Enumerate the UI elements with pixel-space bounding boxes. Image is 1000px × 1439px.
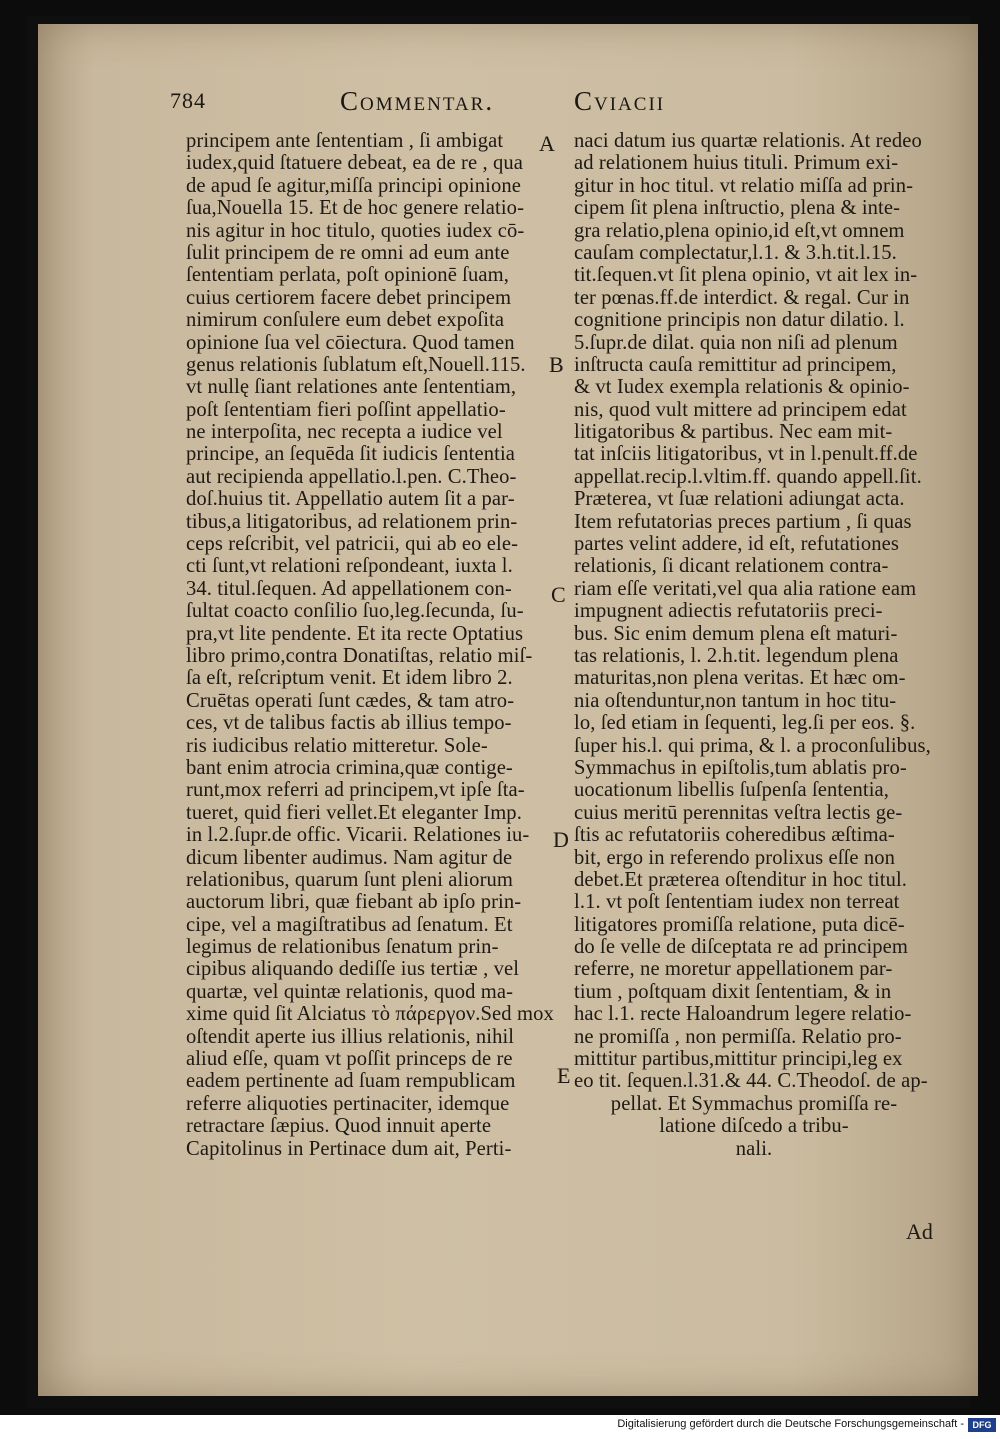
right-column-line: Præterea, vt ſuæ relationi adiungat acta.	[574, 488, 905, 511]
funding-notice: Digitalisierung gefördert durch die Deutsche Forschungsgemeinschaft -	[617, 1418, 964, 1430]
right-column-line: nali.	[735, 1137, 773, 1160]
page-number: 784	[170, 88, 206, 113]
left-column-line: vt nullę ſiant relationes ante ſententiam,	[186, 376, 517, 399]
right-column-line: ſtis ac refutatoriis coheredibus æſtima-	[574, 824, 895, 847]
right-column-line: impugnent adiectis refutatoriis preci-	[574, 600, 883, 623]
right-column-line: gra relatio,plena opinio,id eſt,vt omnem	[574, 219, 905, 242]
left-column-line: cipe, vel a magiſtratibus ad ſenatum. Et	[186, 913, 513, 936]
left-column-line: Capitolinus in Pertinace dum ait, Perti-	[186, 1137, 512, 1160]
right-column-line: Item refutatorias preces partium , ſi quas	[574, 510, 912, 533]
right-column-line: uocationum libellis ſuſpenſa ſententia,	[574, 779, 890, 802]
left-column-line: cti ſunt,vt relationi reſpondeant, iuxta l.	[186, 555, 513, 578]
left-column-line: ſententiam perlata, poſt opinionē ſuam,	[186, 264, 510, 287]
left-column-line: bant enim atrocia crimina,quæ contige-	[186, 756, 513, 779]
left-column-line: dicum libenter audimus. Nam agitur de	[186, 846, 513, 869]
running-title-left: Commentar.	[340, 86, 495, 116]
right-column-line: lo, ſed etiam in ſequenti, leg.ſi per eos. §.	[574, 712, 916, 735]
left-column-line: nis agitur in hoc titulo, quoties iudex cō-	[186, 219, 525, 242]
right-column-line: ſuper his.l. qui prima, & l. a proconſulibus,	[574, 734, 931, 757]
left-column-line: 34. titul.ſequen. Ad appellationem con-	[186, 577, 512, 600]
right-column-line: mittitur partibus,mittitur principi,leg ex	[574, 1048, 903, 1071]
right-column-line: bus. Sic enim demum plena eſt maturi-	[574, 622, 898, 645]
right-column-line: partes velint addere, id eſt, refutationes	[574, 533, 899, 556]
left-column-line: ſultat coacto conſilio ſuo,leg.ſecunda, ſu-	[186, 600, 524, 623]
right-column-line: gitur in hoc titul. vt relatio miſſa ad prin-	[574, 174, 914, 197]
left-column-line: libro primo,contra Donatiſtas, relatio miſ-	[186, 644, 533, 667]
right-column-line: ter pœnas.ff.de interdict. & regal. Cur in	[574, 286, 910, 309]
left-column-line: ſua,Nouella 15. Et de hoc genere relatio-	[186, 197, 525, 220]
left-column-line: aliud eſſe, quam vt poſſit princeps de re	[186, 1048, 513, 1071]
right-column-line: tat inſciis litigatoribus, vt in l.penult.ff.de	[574, 443, 918, 466]
right-column-line: cauſam complectatur,l.1. & 3.h.tit.l.15.	[574, 241, 897, 264]
right-column-line: cuius meritū perennitas veſtra lectis ge-	[574, 801, 903, 824]
left-column-line: opinione ſua vel cōiectura. Quod tamen	[186, 331, 515, 354]
right-column-line: latione diſcedo a tribu-	[659, 1115, 849, 1138]
left-column-line: ſa eſt, reſcriptum venit. Et idem libro 2.	[186, 667, 513, 690]
right-column-line: tit.ſequen.vt ſit plena opinio, vt ait lex in-	[574, 264, 918, 287]
right-column-line: appellat.recip.l.vltim.ff. quando appell.ſit.	[574, 465, 922, 488]
right-column-line: maturitas,non plena veritas. Et hæc om-	[574, 667, 906, 690]
left-column-line: genus relationis ſublatum eſt,Nouell.115.	[186, 353, 526, 376]
right-column-line: litigatoribus & partibus. Nec eam mit-	[574, 421, 893, 444]
left-column-line: auctorum libri, quæ fiebant ab ipſo prin-	[186, 891, 522, 914]
right-column-line: 5.ſupr.de dilat. quia non niſi ad plenum	[574, 331, 898, 354]
running-title-right: Cviacii	[574, 86, 666, 116]
left-column-line: in l.2.ſupr.de offic. Vicarii. Relationes iu-	[186, 824, 530, 847]
running-head	[170, 86, 970, 126]
right-column-line: l.1. vt poſt ſententiam iudex non terreat	[574, 891, 900, 914]
right-column-line: cognitione principis non datur dilatio. l.	[574, 309, 905, 332]
right-column-line: bit, ergo in referendo prolixus eſſe non	[574, 846, 896, 869]
left-column-line: nimirum conſulere eum debet expoſita	[186, 309, 505, 332]
right-column-line: naci datum ius quartæ relationis. At redeo	[574, 130, 922, 152]
right-column-line: relationis, ſi dicant relationem contra-	[574, 555, 889, 578]
right-column-line: do ſe velle de diſceptata re ad principem	[574, 936, 909, 959]
right-column-line: nia oſtenduntur,non tantum in hoc titu-	[574, 689, 897, 712]
right-column-line: tas relationis, l. 2.h.tit. legendum plena	[574, 644, 899, 667]
left-column-line: pra,vt lite pendente. Et ita recte Optatius	[186, 622, 524, 645]
right-column-line: eo tit. ſequen.l.31.& 44. C.Theodoſ. de ap-	[574, 1070, 928, 1093]
right-column-line: Symmachus in epiſtolis,tum ablatis pro-	[574, 756, 907, 779]
right-column-line: & vt Iudex exempla relationis & opinio-	[574, 376, 910, 399]
left-column-line: Cruētas operati ſunt cædes, & tam atro-	[186, 689, 515, 712]
left-column-line: oſtendit aperte ius illius relationis, nihil	[186, 1025, 515, 1048]
left-column-line: tibus,a litigatoribus, ad relationem prin-	[186, 510, 518, 533]
right-column-line: ad relationem huius tituli. Primum exi-	[574, 152, 899, 175]
footer-bar	[0, 1415, 1000, 1439]
left-column-line: cipibus aliquando dediſſe ius tertiæ , vel	[186, 958, 520, 981]
right-column-line: nis, quod vult mittere ad principem edat	[574, 398, 907, 421]
left-column	[186, 130, 554, 1160]
left-column-line: ceps reſcribit, vel patricii, qui ab eo ele-	[186, 533, 519, 556]
margin-letter-b: B	[549, 352, 564, 377]
right-column-line: debet.Et præterea oſtenditur in hoc titul.	[574, 868, 908, 891]
left-column-line: doſ.huius tit. Appellatio autem ſit a par-	[186, 488, 515, 511]
left-column-line: legimus de relationibus ſenatum prin-	[186, 936, 499, 959]
right-column-line: referre, ne moretur appellationem par-	[574, 958, 893, 981]
right-column-line: riam eſſe veritati,vel qua alia ratione eam	[574, 577, 917, 600]
left-column-line: ne interpoſita, nec recepta a iudice vel	[186, 421, 503, 444]
right-column-line: cipem ſit plena inſtructio, plena & inte-	[574, 197, 901, 220]
left-column-line: quartæ, vel quintæ relationis, quod ma-	[186, 980, 514, 1003]
left-column-line: ris iudicibus relatio mitteretur. Sole-	[186, 734, 488, 757]
left-column-line: aut recipienda appellatio.l.pen. C.Theo-	[186, 465, 517, 488]
right-column-line: hac l.1. recte Haloandrum legere relatio-	[574, 1003, 912, 1026]
catchword: Ad	[906, 1219, 933, 1244]
left-column-line: ces, vt de talibus factis ab illius tempo-	[186, 712, 512, 735]
right-column-line: pellat. Et Symmachus promiſſa re-	[610, 1092, 898, 1115]
margin-letter-a: A	[539, 131, 555, 156]
right-column-line: tium , poſtquam dixit ſententiam, & in	[574, 980, 892, 1003]
margin-letter-c: C	[551, 582, 566, 607]
dfg-logo-icon: DFG	[968, 1418, 996, 1432]
margin-letter-d: D	[553, 827, 569, 852]
left-column-line: eadem pertinente ad ſuam rempublicam	[186, 1070, 516, 1093]
margin-letter-e: E	[557, 1063, 571, 1088]
left-column-line: cuius certiorem facere debet principem	[186, 286, 512, 309]
right-column	[574, 130, 934, 1160]
right-column-line: litigatores promiſſa relatione, puta dicē-	[574, 913, 905, 936]
right-column-line: ne promiſſa , non permiſſa. Relatio pro-	[574, 1025, 902, 1048]
left-column-line: xime quid ſit Alciatus τὸ πάρεργον.Sed mox	[186, 1003, 554, 1026]
left-column-line: relationibus, quarum ſunt pleni aliorum	[186, 868, 514, 891]
left-column-line: tueret, quid fieri vellet.Et eleganter Imp.	[186, 801, 522, 824]
left-column-line: retractare ſæpius. Quod innuit aperte	[186, 1115, 492, 1138]
right-column-line: inſtructa cauſa remittitur ad principem,	[574, 353, 897, 376]
left-column-line: ſulit principem de re omni ad eum ante	[186, 241, 510, 264]
left-column-line: iudex,quid ſtatuere debeat, ea de re , qua	[186, 152, 523, 175]
left-column-line: principe, an ſequēda ſit iudicis ſententia	[186, 443, 516, 466]
left-column-line: poſt ſententiam fieri poſſint appellatio-	[186, 398, 506, 421]
left-column-line: runt,mox referri ad principem,vt ipſe ſta-	[186, 779, 525, 802]
left-column-line: de apud ſe agitur,miſſa principi opinione	[186, 174, 521, 197]
left-column-line: principem ante ſententiam , ſi ambigat	[186, 130, 504, 152]
left-column-line: referre aliquoties pertinaciter, idemque	[186, 1092, 510, 1115]
